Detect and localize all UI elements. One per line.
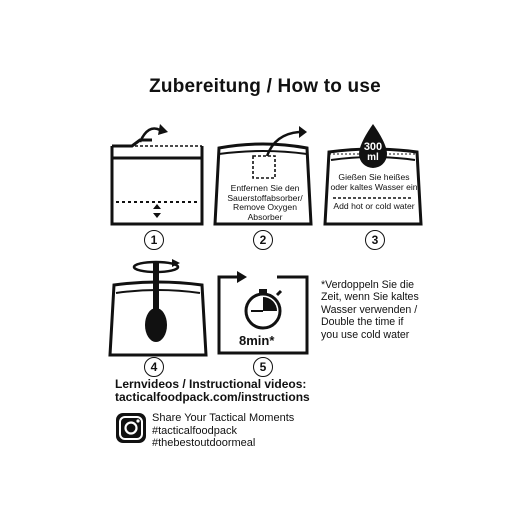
social-hashtag-1: #tacticalfoodpack bbox=[152, 424, 237, 437]
step-2-line-3: Remove Oxygen bbox=[232, 202, 297, 212]
drop-label bbox=[355, 142, 391, 163]
timer-label: 8min* bbox=[239, 333, 275, 348]
step-2-text bbox=[219, 184, 311, 222]
stir-icon bbox=[110, 253, 210, 363]
videos-link[interactable]: tacticalfoodpack.com/instructions bbox=[115, 390, 310, 404]
note-line-4: Double the time if bbox=[321, 316, 404, 329]
note-line-1: *Verdoppeln Sie die bbox=[321, 279, 415, 291]
step-3 bbox=[325, 120, 425, 260]
social-line-1: Share Your Tactical Moments bbox=[152, 412, 295, 424]
step-3-line-2: oder kaltes Wasser ein bbox=[330, 181, 418, 192]
step-3-text-en: Add hot or cold water bbox=[333, 201, 415, 211]
step-3-line-1: Gießen Sie heißes bbox=[338, 172, 410, 182]
step-3-text bbox=[327, 173, 421, 192]
drop-unit: ml bbox=[367, 152, 379, 163]
drop-amount: 300 bbox=[363, 141, 383, 153]
note-line-5: you use cold water bbox=[321, 328, 410, 341]
step-2-number: 2 bbox=[253, 230, 273, 250]
step-1-number: 1 bbox=[144, 230, 164, 250]
videos-label: Lernvideos / Instructional videos: bbox=[115, 377, 307, 391]
note-line-2: Zeit, wenn Sie kaltes bbox=[321, 291, 419, 304]
instructional-videos bbox=[115, 378, 310, 404]
step-2 bbox=[215, 120, 315, 260]
page-title: Zubereitung / How to use bbox=[149, 76, 381, 97]
instagram-icon bbox=[116, 413, 146, 448]
step-2-line-2: Sauerstoffabsorber/ bbox=[227, 192, 303, 203]
cold-water-note bbox=[321, 279, 441, 341]
step-2-line-1: Entfernen Sie den bbox=[230, 183, 300, 193]
step-5-number: 5 bbox=[253, 357, 273, 377]
step-4 bbox=[110, 253, 210, 383]
step-3-number: 3 bbox=[365, 230, 385, 250]
note-line-3: Wasser verwenden / bbox=[321, 303, 418, 316]
step-4-number: 4 bbox=[144, 357, 164, 377]
step-1 bbox=[110, 120, 210, 260]
social-hashtag-2: #thebestoutdoormeal bbox=[152, 437, 256, 450]
open-pouch-icon bbox=[110, 120, 210, 230]
step-5 bbox=[215, 253, 315, 383]
step-2-line-4: Absorber bbox=[247, 211, 283, 222]
social-text bbox=[152, 412, 294, 450]
